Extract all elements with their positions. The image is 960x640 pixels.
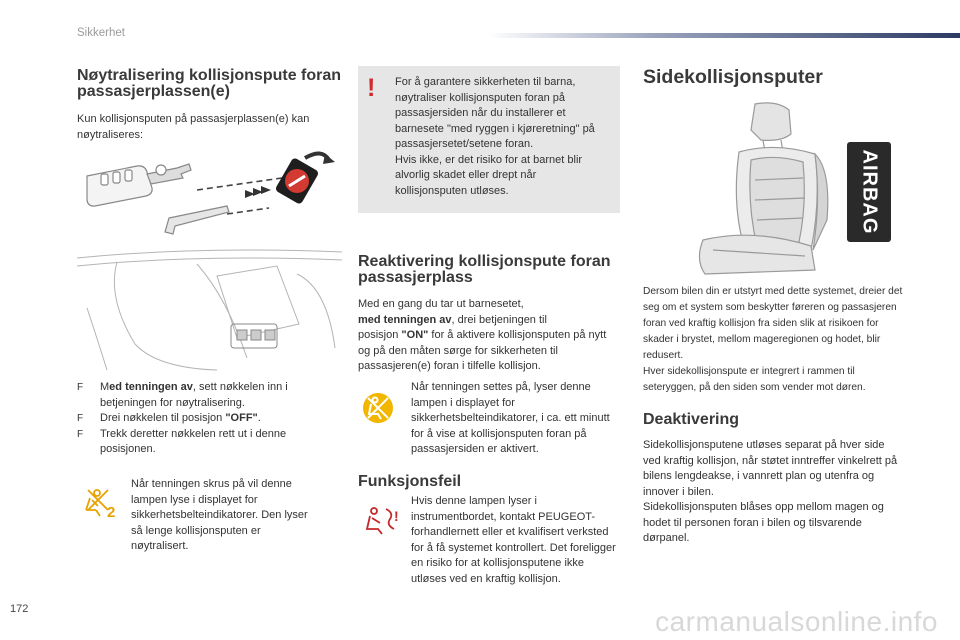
deactivation-text: Sidekollisjonsputene utløses separat på hver side ved kraftig kollisjon, når støtet inntreffer vinkelrett på bilens lengdeakse, i vannrett plan og utenfra og innover i bilen. Sidekollisjonsputen blåses opp mellom magen og hodet til personen foran i bilen og tilsvarende dørpanel. (643, 439, 898, 544)
warning-icon: ! (367, 74, 376, 102)
side-airbags-description: Dersom bilen din er utstyrt med dette systemet, dreier det seg om et system som beskytter føreren og passasjeren foran ved kraftig kollisjon fra siden slik at risikoen for skader i brystet, mellom mageregionen og hodet, blir redusert. Hver sidekollisjonspute er integrert i rammen til seteryggen, på den siden som vender mot døren. (643, 286, 903, 393)
list-item: F Trekk deretter nøkkelen rett ut i denne posisjonen. (77, 427, 287, 455)
airbag-on-note: Når tenningen settes på, lyser denne lampen i displayet for sikkerhetsbelteindikatorer, i ca. ett minutt for å vise at kollisjonsputen foran på passasjersiden er aktivert. (411, 381, 610, 455)
svg-text:2: 2 (107, 504, 116, 518)
airbag-off-note: Når tenningen skrus på vil denne lampen lyse i displayet for sikkerhetsbelteindikatorer. Den lyser så lenge kollisjonsputen er nøytralisert. (131, 478, 308, 552)
seat-illustration (643, 100, 901, 276)
watermark: carmanualsonline.info (655, 606, 938, 637)
malfunction-text: Hvis denne lampen lyser i instrumentbordet, kontakt PEUGEOT-forhandlernett eller et kvalifisert verksted for å få systemet kontrollert. Det foreligger en risiko for at kollisjonsputene ikke utløses ved en kraftig kollisjon. (411, 495, 616, 585)
steps-block (77, 380, 342, 458)
door-panel-drawing (77, 250, 342, 370)
step-bullet: F (77, 382, 84, 393)
list-item: F Drei nøkkelen til posisjon "OFF". (77, 411, 342, 427)
reactivation-text-1: Med en gang du tar ut barnesetet, (358, 298, 524, 310)
insert-arrow-lines (197, 178, 282, 214)
airbag-off-indicator-icon (84, 488, 120, 518)
malfunction-heading: Funksjonsfeil (358, 473, 462, 490)
warning-box (358, 66, 620, 213)
step-bullet: F (77, 428, 84, 440)
deactivation-heading: Deaktivering (643, 411, 740, 428)
key-fob-icon (87, 164, 191, 206)
reactivation-section: Reaktivering kollisjonspute foran passasjerplass Med en gang du tar ut barnesetet, med tenningen av, drei betjeningen til posisjon "ON" for å aktivere kollisjonsputen på nytt og på den måten sørge for sikkerheten til passasjeren(e) foran i tilfelle kollisjon. (358, 254, 620, 375)
reactivation-heading: Reaktivering kollisjonspute foran passasjerplass (358, 253, 611, 286)
deactivation-section (643, 412, 903, 547)
svg-text:!: ! (394, 508, 399, 524)
neutralisation-steps (77, 380, 342, 458)
left-column (77, 68, 347, 143)
step-bullet: F (77, 413, 84, 424)
page-number: 172 (10, 603, 29, 615)
seat-icon (699, 103, 827, 274)
reactivation-on-label: "ON" (401, 329, 429, 341)
neutralisation-intro: Kun kollisjonsputen på passasjerplassen(e) kan nøytraliseres: (77, 113, 310, 141)
header-title: Sikkerhet (77, 27, 125, 39)
airbag-label-text: AIRBAG (858, 149, 881, 235)
direction-arrows-icon (245, 186, 271, 198)
airbag-on-indicator-icon (362, 392, 394, 424)
key-door-illustration (77, 148, 342, 376)
warning-text: For å garantere sikkerheten til barna, nøytraliser kollisjonsputen foran på passasjersiden når du installerer et barnesete "med ryggen i kjøreretning" på passasjersetet/setene foran. Hvis ikke, er det risiko for at barnet blir alvorlig skadet eller drept når kollisjonsputen utløses. (395, 76, 595, 197)
neutralisation-heading: Nøytralisering kollisjonspute foran passasjerplassen(e) (77, 67, 342, 100)
malfunction-section (358, 474, 620, 490)
list-item: F Med tenningen av, sett nøkkelen inn i betjeningen for nøytralisering. (77, 381, 288, 409)
key-blade-icon (165, 206, 229, 234)
side-airbags-heading: Sidekollisjonsputer (643, 66, 823, 88)
header-bar (488, 33, 960, 38)
side-airbags-section (643, 66, 903, 88)
airbag-fault-icon (364, 505, 404, 535)
reactivation-text-2-bold: med tenningen av (358, 313, 452, 326)
airbag-switch-icon (275, 153, 335, 204)
